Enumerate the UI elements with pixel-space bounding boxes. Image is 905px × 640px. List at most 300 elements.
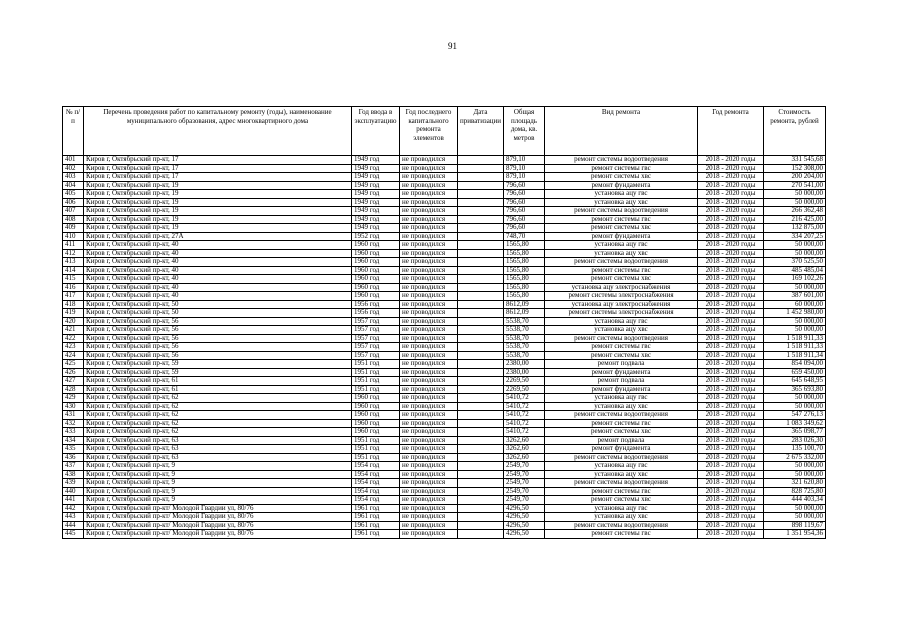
row-repair-year: 2018 - 2020 годы — [698, 215, 764, 224]
row-repair-kind: ремонт системы водоотведения — [545, 258, 698, 267]
row-privatization — [458, 258, 504, 267]
table-row — [63, 224, 826, 233]
row-cost: 50 000,00 — [764, 394, 826, 403]
row-repair-year: 2018 - 2020 годы — [698, 513, 764, 522]
row-repair-kind: ремонт системы водоотведения — [545, 156, 698, 165]
row-cost: 200 204,00 — [764, 173, 826, 182]
row-address: Киров г, Октябрьский пр-кт, 19 — [84, 198, 352, 207]
row-year-built: 1949 год — [352, 198, 400, 207]
row-address: Киров г, Октябрьский пр-кт, 19 — [84, 215, 352, 224]
row-year-built: 1951 год — [352, 385, 400, 394]
row-last-repair: не проводился — [400, 190, 458, 199]
row-privatization — [458, 419, 504, 428]
row-area: 5538,70 — [504, 317, 545, 326]
row-area: 796,60 — [504, 207, 545, 216]
table-row — [63, 513, 826, 522]
row-repair-year: 2018 - 2020 годы — [698, 292, 764, 301]
row-address: Киров г, Октябрьский пр-кт, 62 — [84, 428, 352, 437]
row-year-built: 1954 год — [352, 470, 400, 479]
row-privatization — [458, 181, 504, 190]
row-area: 2549,70 — [504, 496, 545, 505]
row-area: 5538,70 — [504, 351, 545, 360]
row-year-built: 1956 год — [352, 300, 400, 309]
row-area: 3262,60 — [504, 436, 545, 445]
row-number: 402 — [63, 164, 84, 173]
row-area: 2549,70 — [504, 479, 545, 488]
row-area: 8612,09 — [504, 300, 545, 309]
row-year-built: 1960 год — [352, 419, 400, 428]
row-number: 426 — [63, 368, 84, 377]
row-number: 445 — [63, 530, 84, 539]
row-repair-year: 2018 - 2020 годы — [698, 156, 764, 165]
table-row — [63, 283, 826, 292]
row-cost: 50 000,00 — [764, 190, 826, 199]
row-address: Киров г, Октябрьский пр-кт, 17 — [84, 164, 352, 173]
row-address: Киров г, Октябрьский пр-кт, 9 — [84, 479, 352, 488]
row-last-repair: не проводился — [400, 292, 458, 301]
row-repair-kind: ремонт системы гвс — [545, 164, 698, 173]
row-year-built: 1949 год — [352, 190, 400, 199]
row-last-repair: не проводился — [400, 360, 458, 369]
row-privatization — [458, 241, 504, 250]
row-number: 410 — [63, 232, 84, 241]
row-address: Киров г, Октябрьский пр-кт, 56 — [84, 326, 352, 335]
table-row — [63, 411, 826, 420]
row-privatization — [458, 173, 504, 182]
table-row — [63, 309, 826, 318]
row-cost: 1 452 980,00 — [764, 309, 826, 318]
row-year-built: 1949 год — [352, 164, 400, 173]
row-address: Киров г, Октябрьский пр-кт, 50 — [84, 300, 352, 309]
header-num: № п/п — [63, 107, 84, 156]
table-row — [63, 207, 826, 216]
table-row — [63, 530, 826, 539]
row-repair-year: 2018 - 2020 годы — [698, 394, 764, 403]
row-number: 405 — [63, 190, 84, 199]
row-cost: 485 485,04 — [764, 266, 826, 275]
row-privatization — [458, 164, 504, 173]
row-cost: 266 362,48 — [764, 207, 826, 216]
row-repair-kind: ремонт подвала — [545, 436, 698, 445]
row-cost: 50 000,00 — [764, 470, 826, 479]
row-repair-year: 2018 - 2020 годы — [698, 207, 764, 216]
row-repair-kind: установка ацу хвс — [545, 326, 698, 335]
row-address: Киров г, Октябрьский пр-кт, 9 — [84, 470, 352, 479]
row-last-repair: не проводился — [400, 411, 458, 420]
row-privatization — [458, 462, 504, 471]
row-address: Киров г, Октябрьский пр-кт, 61 — [84, 377, 352, 386]
row-cost: 828 725,80 — [764, 487, 826, 496]
row-number: 442 — [63, 504, 84, 513]
row-privatization — [458, 275, 504, 284]
row-repair-year: 2018 - 2020 годы — [698, 283, 764, 292]
row-repair-kind: ремонт подвала — [545, 377, 698, 386]
row-repair-kind: установка ацу гвс — [545, 241, 698, 250]
row-cost: 152 308,00 — [764, 164, 826, 173]
row-repair-year: 2018 - 2020 годы — [698, 334, 764, 343]
row-cost: 334 207,25 — [764, 232, 826, 241]
row-last-repair: не проводился — [400, 249, 458, 258]
row-repair-kind: установка ацу электроснабжения — [545, 283, 698, 292]
row-address: Киров г, Октябрьский пр-кт, 40 — [84, 292, 352, 301]
row-last-repair: не проводился — [400, 181, 458, 190]
row-repair-year: 2018 - 2020 годы — [698, 411, 764, 420]
table-row — [63, 436, 826, 445]
row-privatization — [458, 360, 504, 369]
row-privatization — [458, 496, 504, 505]
row-last-repair: не проводился — [400, 275, 458, 284]
row-area: 8612,09 — [504, 309, 545, 318]
row-last-repair: не проводился — [400, 487, 458, 496]
table-row — [63, 292, 826, 301]
row-repair-year: 2018 - 2020 годы — [698, 479, 764, 488]
row-privatization — [458, 317, 504, 326]
row-repair-kind: ремонт системы электроснабжения — [545, 292, 698, 301]
row-repair-year: 2018 - 2020 годы — [698, 368, 764, 377]
row-privatization — [458, 198, 504, 207]
row-area: 879,10 — [504, 164, 545, 173]
row-repair-year: 2018 - 2020 годы — [698, 300, 764, 309]
table-row — [63, 385, 826, 394]
row-repair-year: 2018 - 2020 годы — [698, 224, 764, 233]
row-privatization — [458, 215, 504, 224]
row-repair-year: 2018 - 2020 годы — [698, 164, 764, 173]
row-address: Киров г, Октябрьский пр-кт, 9 — [84, 462, 352, 471]
row-privatization — [458, 385, 504, 394]
row-repair-kind: ремонт системы гвс — [545, 419, 698, 428]
row-repair-year: 2018 - 2020 годы — [698, 428, 764, 437]
row-last-repair: не проводился — [400, 462, 458, 471]
row-cost: 444 403,34 — [764, 496, 826, 505]
row-area: 879,10 — [504, 173, 545, 182]
row-address: Киров г, Октябрьский пр-кт/ Молодой Гвардии ул, 80/76 — [84, 521, 352, 530]
row-address: Киров г, Октябрьский пр-кт/ Молодой Гвардии ул, 80/76 — [84, 513, 352, 522]
row-area: 3262,60 — [504, 445, 545, 454]
row-privatization — [458, 207, 504, 216]
row-number: 429 — [63, 394, 84, 403]
row-address: Киров г, Октябрьский пр-кт, 40 — [84, 249, 352, 258]
row-cost: 50 000,00 — [764, 513, 826, 522]
row-last-repair: не проводился — [400, 300, 458, 309]
row-cost: 370 525,50 — [764, 258, 826, 267]
row-last-repair: не проводился — [400, 453, 458, 462]
row-last-repair: не проводился — [400, 334, 458, 343]
row-repair-year: 2018 - 2020 годы — [698, 436, 764, 445]
row-area: 1565,80 — [504, 241, 545, 250]
row-address: Киров г, Октябрьский пр-кт, 9 — [84, 496, 352, 505]
row-number: 406 — [63, 198, 84, 207]
row-area: 5410,72 — [504, 411, 545, 420]
table-row — [63, 232, 826, 241]
row-cost: 50 000,00 — [764, 402, 826, 411]
row-address: Киров г, Октябрьский пр-кт, 62 — [84, 411, 352, 420]
row-number: 422 — [63, 334, 84, 343]
row-repair-kind: ремонт системы гвс — [545, 343, 698, 352]
row-number: 416 — [63, 283, 84, 292]
row-year-built: 1960 год — [352, 292, 400, 301]
row-year-built: 1956 год — [352, 309, 400, 318]
row-number: 409 — [63, 224, 84, 233]
row-area: 2269,50 — [504, 377, 545, 386]
row-repair-year: 2018 - 2020 годы — [698, 360, 764, 369]
row-address: Киров г, Октябрьский пр-кт, 56 — [84, 317, 352, 326]
row-cost: 169 102,26 — [764, 275, 826, 284]
row-number: 408 — [63, 215, 84, 224]
row-area: 5538,70 — [504, 326, 545, 335]
row-cost: 1 083 349,62 — [764, 419, 826, 428]
row-number: 417 — [63, 292, 84, 301]
row-privatization — [458, 377, 504, 386]
row-privatization — [458, 156, 504, 165]
row-area: 2380,00 — [504, 368, 545, 377]
row-address: Киров г, Октябрьский пр-кт, 63 — [84, 445, 352, 454]
row-address: Киров г, Октябрьский пр-кт, 19 — [84, 181, 352, 190]
row-repair-kind: установка ацу хвс — [545, 513, 698, 522]
table-row — [63, 419, 826, 428]
row-privatization — [458, 530, 504, 539]
row-year-built: 1952 год — [352, 232, 400, 241]
row-privatization — [458, 521, 504, 530]
row-repair-year: 2018 - 2020 годы — [698, 326, 764, 335]
row-year-built: 1961 год — [352, 530, 400, 539]
row-last-repair: не проводился — [400, 241, 458, 250]
row-number: 419 — [63, 309, 84, 318]
row-number: 435 — [63, 445, 84, 454]
row-cost: 854 094,00 — [764, 360, 826, 369]
row-last-repair: не проводился — [400, 207, 458, 216]
row-number: 424 — [63, 351, 84, 360]
row-number: 431 — [63, 411, 84, 420]
row-number: 427 — [63, 377, 84, 386]
row-address: Киров г, Октябрьский пр-кт, 56 — [84, 351, 352, 360]
row-cost: 331 545,68 — [764, 156, 826, 165]
row-privatization — [458, 249, 504, 258]
row-repair-kind: ремонт системы гвс — [545, 215, 698, 224]
row-address: Киров г, Октябрьский пр-кт, 50 — [84, 309, 352, 318]
header-year-built: Год ввода в эксплуатацию — [352, 107, 400, 156]
row-repair-kind: ремонт системы водоотведения — [545, 479, 698, 488]
table-row — [63, 258, 826, 267]
row-repair-year: 2018 - 2020 годы — [698, 181, 764, 190]
row-cost: 365 098,77 — [764, 428, 826, 437]
header-last-repair: Год последнего капитального ремонта элементов — [400, 107, 458, 156]
row-number: 403 — [63, 173, 84, 182]
header-repair-kind: Вид ремонта — [545, 107, 698, 156]
row-privatization — [458, 402, 504, 411]
row-area: 5410,72 — [504, 428, 545, 437]
row-repair-year: 2018 - 2020 годы — [698, 317, 764, 326]
row-privatization — [458, 300, 504, 309]
row-year-built: 1949 год — [352, 173, 400, 182]
row-cost: 387 601,00 — [764, 292, 826, 301]
row-number: 404 — [63, 181, 84, 190]
row-repair-year: 2018 - 2020 годы — [698, 258, 764, 267]
row-last-repair: не проводился — [400, 326, 458, 335]
row-address: Киров г, Октябрьский пр-кт, 62 — [84, 419, 352, 428]
row-repair-kind: установка ацу хвс — [545, 198, 698, 207]
row-area: 5538,70 — [504, 343, 545, 352]
row-area: 3262,60 — [504, 453, 545, 462]
table-row — [63, 241, 826, 250]
row-last-repair: не проводился — [400, 232, 458, 241]
row-repair-kind: ремонт системы водоотведения — [545, 521, 698, 530]
row-last-repair: не проводился — [400, 215, 458, 224]
row-repair-kind: установка ацу гвс — [545, 504, 698, 513]
row-number: 433 — [63, 428, 84, 437]
table-row — [63, 190, 826, 199]
row-address: Киров г, Октябрьский пр-кт, 9 — [84, 487, 352, 496]
page-number: 91 — [448, 41, 457, 51]
row-cost: 50 000,00 — [764, 249, 826, 258]
table-row — [63, 521, 826, 530]
row-address: Киров г, Октябрьский пр-кт, 27А — [84, 232, 352, 241]
row-repair-kind: установка ацу гвс — [545, 190, 698, 199]
row-year-built: 1949 год — [352, 181, 400, 190]
row-last-repair: не проводился — [400, 496, 458, 505]
row-repair-kind: установка ацу гвс — [545, 394, 698, 403]
row-year-built: 1951 год — [352, 453, 400, 462]
row-area: 4296,50 — [504, 530, 545, 539]
row-last-repair: не проводился — [400, 419, 458, 428]
row-repair-year: 2018 - 2020 годы — [698, 198, 764, 207]
row-cost: 659 450,00 — [764, 368, 826, 377]
row-cost: 283 026,30 — [764, 436, 826, 445]
row-year-built: 1957 год — [352, 317, 400, 326]
row-repair-year: 2018 - 2020 годы — [698, 266, 764, 275]
row-privatization — [458, 479, 504, 488]
row-repair-kind: ремонт системы гвс — [545, 487, 698, 496]
table-row — [63, 266, 826, 275]
row-repair-year: 2018 - 2020 годы — [698, 309, 764, 318]
row-repair-kind: ремонт системы гвс — [545, 530, 698, 539]
row-year-built: 1960 год — [352, 411, 400, 420]
table-row — [63, 487, 826, 496]
row-last-repair: не проводился — [400, 445, 458, 454]
table-row — [63, 156, 826, 165]
row-year-built: 1957 год — [352, 334, 400, 343]
row-repair-year: 2018 - 2020 годы — [698, 445, 764, 454]
row-address: Киров г, Октябрьский пр-кт, 17 — [84, 156, 352, 165]
row-year-built: 1957 год — [352, 351, 400, 360]
row-cost: 270 541,00 — [764, 181, 826, 190]
table-row — [63, 402, 826, 411]
row-last-repair: не проводился — [400, 470, 458, 479]
table-row — [63, 334, 826, 343]
row-cost: 50 000,00 — [764, 317, 826, 326]
row-last-repair: не проводился — [400, 309, 458, 318]
row-repair-year: 2018 - 2020 годы — [698, 232, 764, 241]
row-cost: 50 000,00 — [764, 462, 826, 471]
row-address: Киров г, Октябрьский пр-кт/ Молодой Гвардии ул, 80/76 — [84, 504, 352, 513]
table-row — [63, 275, 826, 284]
row-last-repair: не проводился — [400, 504, 458, 513]
row-last-repair: не проводился — [400, 436, 458, 445]
row-year-built: 1961 год — [352, 521, 400, 530]
row-last-repair: не проводился — [400, 317, 458, 326]
row-repair-year: 2018 - 2020 годы — [698, 190, 764, 199]
row-cost: 1 518 911,34 — [764, 351, 826, 360]
row-repair-kind: ремонт системы хвс — [545, 224, 698, 233]
row-year-built: 1949 год — [352, 156, 400, 165]
row-area: 1565,80 — [504, 283, 545, 292]
row-area: 879,10 — [504, 156, 545, 165]
table-row — [63, 496, 826, 505]
row-privatization — [458, 334, 504, 343]
row-address: Киров г, Октябрьский пр-кт, 56 — [84, 334, 352, 343]
row-area: 5410,72 — [504, 402, 545, 411]
row-number: 423 — [63, 343, 84, 352]
row-last-repair: не проводился — [400, 283, 458, 292]
row-number: 421 — [63, 326, 84, 335]
table-row — [63, 470, 826, 479]
row-area: 1565,80 — [504, 292, 545, 301]
row-area: 796,60 — [504, 181, 545, 190]
table-row — [63, 343, 826, 352]
row-address: Киров г, Октябрьский пр-кт, 61 — [84, 385, 352, 394]
capital-repair-table — [62, 106, 826, 539]
row-number: 436 — [63, 453, 84, 462]
row-repair-kind: ремонт фундамента — [545, 445, 698, 454]
row-repair-kind: установка ацу электроснабжения — [545, 300, 698, 309]
row-area: 796,60 — [504, 190, 545, 199]
header-cost: Стоимость ремонта, рублей — [764, 107, 826, 156]
row-repair-kind: ремонт системы водоотведения — [545, 207, 698, 216]
row-area: 1565,80 — [504, 249, 545, 258]
row-privatization — [458, 351, 504, 360]
row-address: Киров г, Октябрьский пр-кт, 56 — [84, 343, 352, 352]
row-area: 796,60 — [504, 215, 545, 224]
row-year-built: 1951 год — [352, 368, 400, 377]
row-cost: 321 620,80 — [764, 479, 826, 488]
row-repair-kind: установка ацу гвс — [545, 317, 698, 326]
row-last-repair: не проводился — [400, 368, 458, 377]
row-year-built: 1949 год — [352, 215, 400, 224]
row-last-repair: не проводился — [400, 343, 458, 352]
row-address: Киров г, Октябрьский пр-кт, 63 — [84, 436, 352, 445]
row-last-repair: не проводился — [400, 479, 458, 488]
row-number: 432 — [63, 419, 84, 428]
row-area: 2549,70 — [504, 487, 545, 496]
header-repair-year: Год ремонта — [698, 107, 764, 156]
row-repair-year: 2018 - 2020 годы — [698, 275, 764, 284]
row-area: 1565,80 — [504, 275, 545, 284]
row-last-repair: не проводился — [400, 521, 458, 530]
row-last-repair: не проводился — [400, 394, 458, 403]
table-row — [63, 198, 826, 207]
row-privatization — [458, 453, 504, 462]
row-address: Киров г, Октябрьский пр-кт, 19 — [84, 207, 352, 216]
row-area: 796,60 — [504, 224, 545, 233]
row-repair-year: 2018 - 2020 годы — [698, 504, 764, 513]
row-year-built: 1960 год — [352, 258, 400, 267]
table-row — [63, 351, 826, 360]
row-year-built: 1951 год — [352, 436, 400, 445]
row-repair-year: 2018 - 2020 годы — [698, 521, 764, 530]
row-privatization — [458, 232, 504, 241]
row-repair-kind: ремонт фундамента — [545, 181, 698, 190]
table-row — [63, 428, 826, 437]
row-repair-kind: ремонт системы хвс — [545, 351, 698, 360]
row-year-built: 1951 год — [352, 445, 400, 454]
row-repair-kind: ремонт системы хвс — [545, 275, 698, 284]
row-year-built: 1954 год — [352, 462, 400, 471]
row-number: 418 — [63, 300, 84, 309]
row-privatization — [458, 470, 504, 479]
row-repair-year: 2018 - 2020 годы — [698, 385, 764, 394]
row-year-built: 1960 год — [352, 283, 400, 292]
row-year-built: 1951 год — [352, 377, 400, 386]
row-area: 5410,72 — [504, 394, 545, 403]
